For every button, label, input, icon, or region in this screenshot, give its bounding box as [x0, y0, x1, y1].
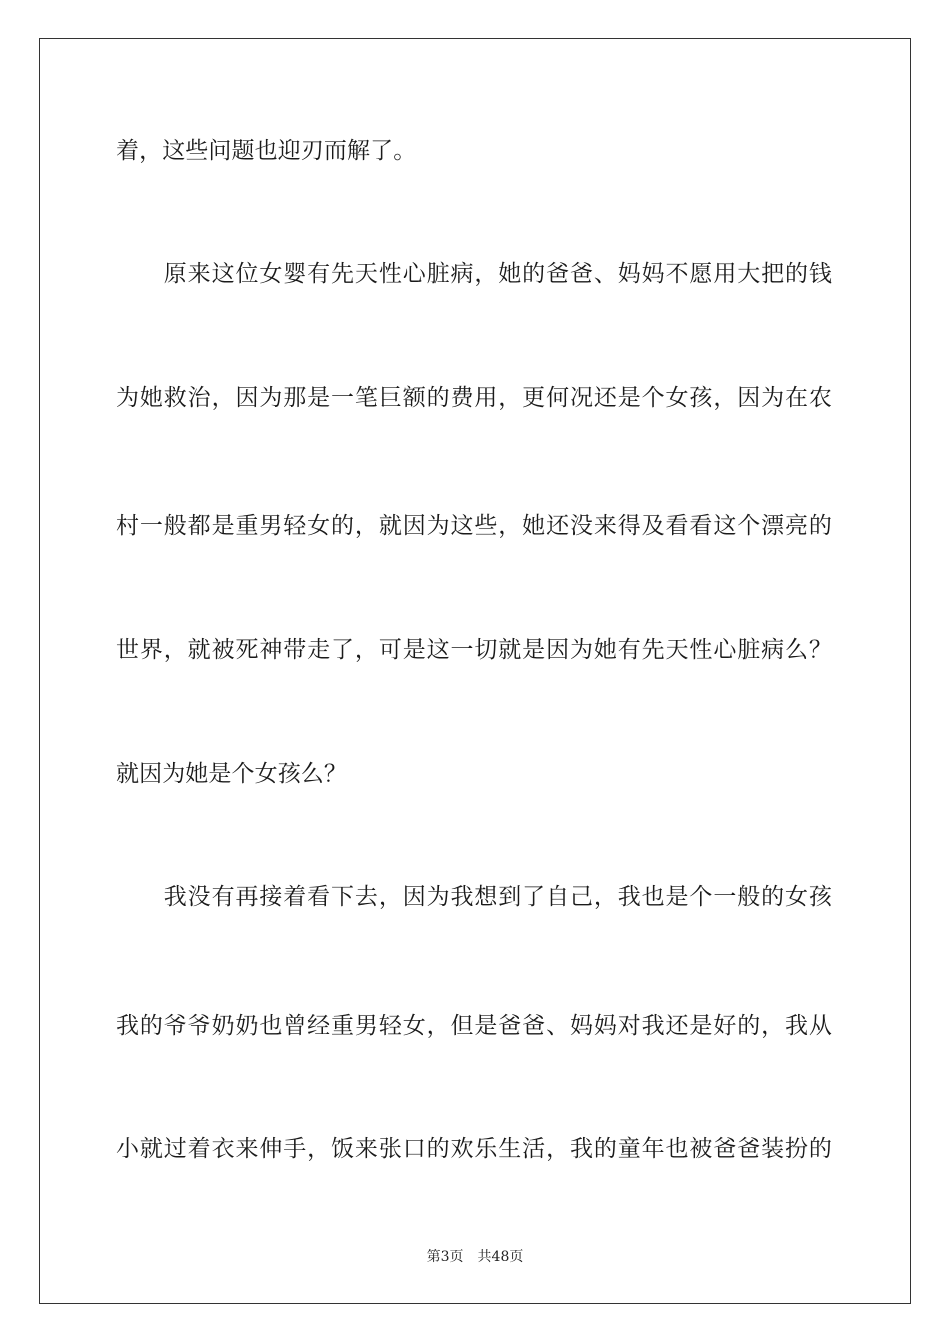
text-line-3: 为她救治，因为那是一笔巨额的费用，更何况还是个女孩，因为在农	[116, 385, 832, 411]
text-line-4: 村一般都是重男轻女的，就因为这些，她还没来得及看看这个漂亮的	[116, 513, 832, 539]
text-line-2: 原来这位女婴有先天性心脏病，她的爸爸、妈妈不愿用大把的钱	[116, 261, 832, 287]
text-line-6: 就因为她是个女孩么？	[116, 761, 347, 787]
page-number-total: 共48页	[477, 1249, 524, 1265]
page-number-current: 第3页	[426, 1249, 464, 1265]
page-footer	[0, 1247, 950, 1267]
text-line-9: 小就过着衣来伸手，饭来张口的欢乐生活，我的童年也被爸爸装扮的	[116, 1136, 832, 1162]
text-line-7: 我没有再接着看下去，因为我想到了自己，我也是个一般的女孩	[116, 884, 832, 910]
page-border	[39, 38, 911, 1304]
text-line-1: 着，这些问题也迎刃而解了。	[116, 138, 417, 164]
text-line-5: 世界，就被死神带走了，可是这一切就是因为她有先天性心脏病么？	[116, 637, 832, 663]
text-line-8: 我的爷爷奶奶也曾经重男轻女，但是爸爸、妈妈对我还是好的，我从	[116, 1013, 832, 1039]
